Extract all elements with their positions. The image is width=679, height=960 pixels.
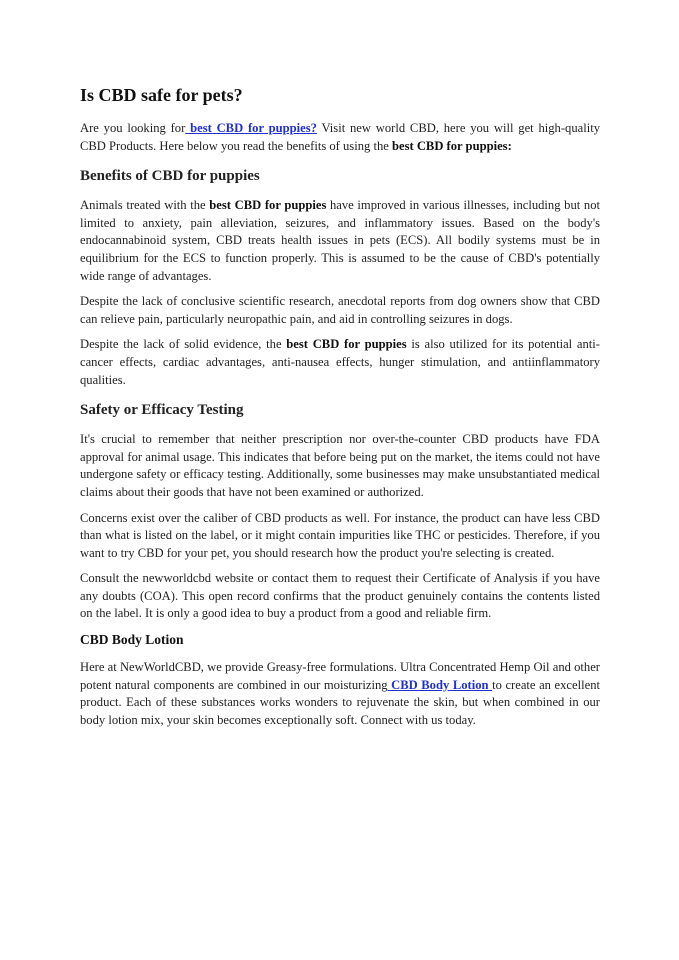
benefits-p1-text-1: Animals treated with the: [80, 198, 210, 213]
benefits-paragraph-2: Despite the lack of conclusive scientific research, anecdotal reports from dog owners show that CBD can relieve pain, particularly neuropathic pain, and aid in controlling seizures in dogs.: [80, 294, 600, 326]
benefits-p1-bold: best CBD for puppies: [209, 198, 327, 213]
page-title: Is CBD safe for pets?: [80, 85, 243, 105]
intro-text-1: Are you looking for: [80, 121, 186, 135]
benefits-p1-text-2: have improved in various illnesses, including but not limited to anxiety, pain alleviation, seizures, and inflammatory issues. Based on the body's endocannabinoid system, CBD treats health issues in pets (ECS). All bodily systems must be in equilibrium for the ECS to function properly. This is assumed to be the cause of CBD's potentially wide range of advantages.: [80, 198, 600, 283]
lotion-text-1: Here at NewWorldCBD, we provide Greasy-free formulations. Ultra Concentrated Hemp Oil and other potent natural components are combined in our moisturizing: [80, 660, 600, 692]
lotion-heading: CBD Body Lotion: [80, 632, 184, 648]
safety-heading: Safety or Efficacy Testing: [80, 402, 244, 419]
benefits-p3-bold: best CBD for puppies: [286, 337, 407, 352]
benefits-paragraph-3: [80, 336, 600, 389]
intro-bold: best CBD for puppies:: [391, 138, 512, 153]
intro-paragraph: [80, 120, 600, 155]
benefits-p3-text-2: is also utilized for its potential anti-cancer effects, cardiac advantages, anti-nausea effects, hunger stimulation, and antiinflammatory qualities.: [80, 337, 600, 387]
best-cbd-puppies-link[interactable]: best CBD for puppies?: [185, 121, 317, 135]
benefits-heading: Benefits of CBD for puppies: [80, 168, 260, 185]
lotion-paragraph: [80, 659, 600, 729]
article-body: [80, 84, 600, 737]
cbd-body-lotion-link[interactable]: CBD Body Lotion: [387, 677, 493, 692]
benefits-p3-text-1: Despite the lack of solid evidence, the: [80, 337, 287, 352]
intro-text-2: Visit new world CBD, here you will get high-quality CBD Products. Here below you read the benefits of using the: [80, 121, 601, 153]
safety-paragraph-2: Concerns exist over the caliber of CBD products as well. For instance, the product can have less CBD than what is listed on the label, or it might contain impurities like THC or pesticides. Therefore, if you want to try CBD for your pet, you should research how the product you're selecting is created.: [80, 510, 600, 560]
safety-paragraph-3: Consult the newworldcbd website or contact them to request their Certificate of Analysis if you have any doubts (COA). This open record confirms that the product genuinely contains the contents listed on the label. It is only a good idea to buy a product from a good and reliable firm.: [80, 571, 600, 621]
benefits-paragraph-1: [80, 197, 600, 285]
lotion-text-2: to create an excellent product. Each of these substances works wonders to rejuvenate the skin, but when combined in our body lotion mix, your skin becomes exceptionally soft. Connect with us today.: [80, 677, 600, 727]
safety-paragraph-1: It's crucial to remember that neither prescription nor over-the-counter CBD products have FDA approval for animal usage. This indicates that before being put on the market, the items could not have undergone safety or efficacy testing. Additionally, some businesses may make unsubstantiated medical claims about their goods that have not been examined or authorized.: [80, 432, 600, 499]
